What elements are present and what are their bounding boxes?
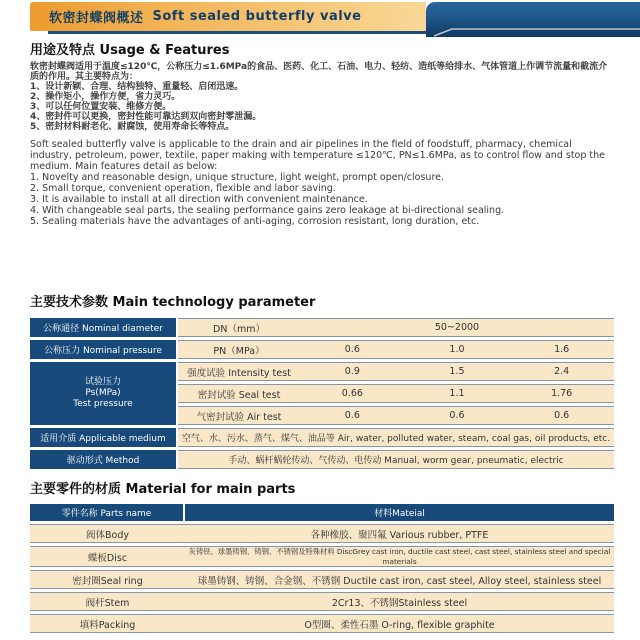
table-row-drive-method	[30, 450, 614, 469]
usage-heading: 用途及特点 Usage & Features	[30, 43, 230, 58]
param-value: 0.6	[509, 406, 614, 425]
usage-zh-item: 2、操作矩小，操作方便，省力灵巧。	[30, 92, 181, 102]
param-value: 手动、蜗杆蜗轮传动、气传动、电传动 Manual, worm gear, pneumatic, electric	[178, 450, 614, 469]
page-header-banner	[0, 0, 640, 40]
usage-en-text	[30, 139, 614, 227]
page-content	[30, 43, 614, 636]
materials-table	[30, 501, 614, 636]
usage-section	[30, 43, 614, 227]
part-name: 蝶板Disc	[30, 546, 185, 567]
tech-parameter-table	[30, 315, 614, 472]
param-value: 0.6	[405, 406, 510, 425]
param-value: 空气、水、污水、蒸气、煤气、油品等 Air, water, polluted water, steam, coal gas, oil products, etc.	[178, 428, 614, 447]
row-label: 公称压力 Nominal pressure	[30, 340, 178, 359]
table-row-disc	[30, 546, 614, 567]
param-name: 密封试验 Seal test	[178, 384, 300, 403]
group-label-line: Ps(MPa)	[85, 388, 121, 398]
usage-en-item: 5. Sealing materials have the advantages of anti-aging, corrosion resistant, long duration, etc.	[30, 216, 480, 227]
param-name: 气密封试验 Air test	[178, 406, 300, 425]
table-row-nominal-diameter	[30, 318, 614, 337]
row-label: 适用介质 Applicable medium	[30, 428, 178, 447]
part-material: 灰铸铁、球墨铸钢、铸钢、不锈钢及特殊材料 DiscGrey cast iron, ductile cast steel, cast steel, stainless steel and special materials	[185, 546, 614, 567]
param-value: 1.1	[405, 384, 510, 403]
materials-section	[30, 482, 614, 636]
page-title-zh: 软密封蝶阀概述	[49, 11, 144, 26]
usage-en-item: 1. Novelty and reasonable design, unique structure, light weight, prompt open/closure.	[30, 172, 445, 183]
param-value: 2.4	[509, 362, 614, 381]
part-material: 2Cr13、不锈钢Stainless steel	[185, 592, 614, 611]
part-name: 阀体Body	[30, 524, 185, 543]
usage-zh-item: 1、设计新颖、合理、结构独特、重量轻、启闭迅速。	[30, 82, 244, 92]
table-row-seal-ring	[30, 570, 614, 589]
usage-zh-text	[30, 62, 614, 132]
usage-en-item: 4. With changeable seal parts, the sealing performance gains zero leakage at bi-directional sealing.	[30, 205, 505, 216]
param-value: 1.6	[509, 340, 614, 359]
part-name: 阀杆Stem	[30, 592, 185, 611]
header-blue-block	[426, 2, 640, 37]
usage-zh-intro: 软密封蝶阀适用于温度≤120℃，公称压力≤1.6MPa的食品、医药、化工、石油、电力、轻纺、造纸等给排水、气体管道上作调节流量和截流介质的作用。其主要特点为：	[30, 62, 608, 82]
usage-en-intro: Soft sealed butterfly valve is applicable to the drain and air pipelines in the field of foodstuff, pharmacy, chemical industry, petroleum, power, textile, paper making with temperature ≤120℃, PN≤1.6MPa, as to control flow and stop the medium. Main features detail as below:	[30, 139, 605, 172]
column-header-parts: 零件名称 Parts name	[30, 504, 185, 521]
row-label: 驱动形式 Method	[30, 450, 178, 469]
table-row-stem	[30, 592, 614, 611]
test-pressure-group-label	[30, 362, 178, 425]
usage-zh-item: 3、可以任何位置安装、维修方便。	[30, 102, 172, 112]
part-name: 填料Packing	[30, 614, 185, 633]
group-label-line: 试验压力	[84, 377, 121, 387]
param-value: 1.76	[509, 384, 614, 403]
table-row-nominal-pressure	[30, 340, 614, 359]
table-row-packing	[30, 614, 614, 633]
swoosh-line-icon	[426, 2, 640, 37]
tech-heading: 主要技术参数 Main technology parameter	[30, 295, 316, 310]
param-value: 1.0	[405, 340, 510, 359]
title-bar	[30, 2, 426, 31]
tech-parameter-section	[30, 295, 614, 472]
materials-heading: 主要零件的材质 Material for main parts	[30, 482, 296, 497]
param-value: 0.6	[300, 340, 405, 359]
param-name: 强度试验 Intensity test	[178, 362, 300, 381]
param-value: 50~2000	[300, 318, 614, 337]
param-value: 0.9	[300, 362, 405, 381]
param-value: 0.66	[300, 384, 405, 403]
param-value: 0.6	[300, 406, 405, 425]
table-header-row	[30, 504, 614, 521]
part-name: 密封圈Seal ring	[30, 570, 185, 589]
part-material: O型圈、柔性石墨 O-ring, flexible graphite	[185, 614, 614, 633]
row-label: 公称通径 Nominal diameter	[30, 318, 178, 337]
table-row-body	[30, 524, 614, 543]
table-row-intensity-test	[30, 362, 614, 381]
param-name: PN（MPa）	[178, 340, 300, 359]
param-value: 1.5	[405, 362, 510, 381]
part-material: 各种橡胶、聚四氟 Various rubber, PTFE	[185, 524, 614, 543]
title-underline	[48, 31, 426, 34]
usage-zh-item: 5、密封材料耐老化、耐腐蚀，使用寿命长等特点。	[30, 122, 235, 132]
usage-en-item: 3. It is available to install at all direction with convenient maintenance.	[30, 194, 368, 205]
usage-zh-item: 4、密封件可以更换，密封性能可靠达到双向密封零泄漏。	[30, 112, 262, 122]
page-title-en: Soft sealed butterfly valve	[152, 9, 362, 24]
param-name: DN（mm）	[178, 318, 300, 337]
column-header-material: 材料Mateial	[185, 504, 614, 521]
table-row-applicable-medium	[30, 428, 614, 447]
part-material: 球墨铸钢、铸钢、合金钢、不锈钢 Ductile cast iron, cast steel, Alloy steel, stainless steel	[185, 570, 614, 589]
usage-en-item: 2. Small torque, convenient operation, flexible and labor saving.	[30, 183, 336, 194]
group-label-line: Test pressure	[73, 399, 133, 409]
